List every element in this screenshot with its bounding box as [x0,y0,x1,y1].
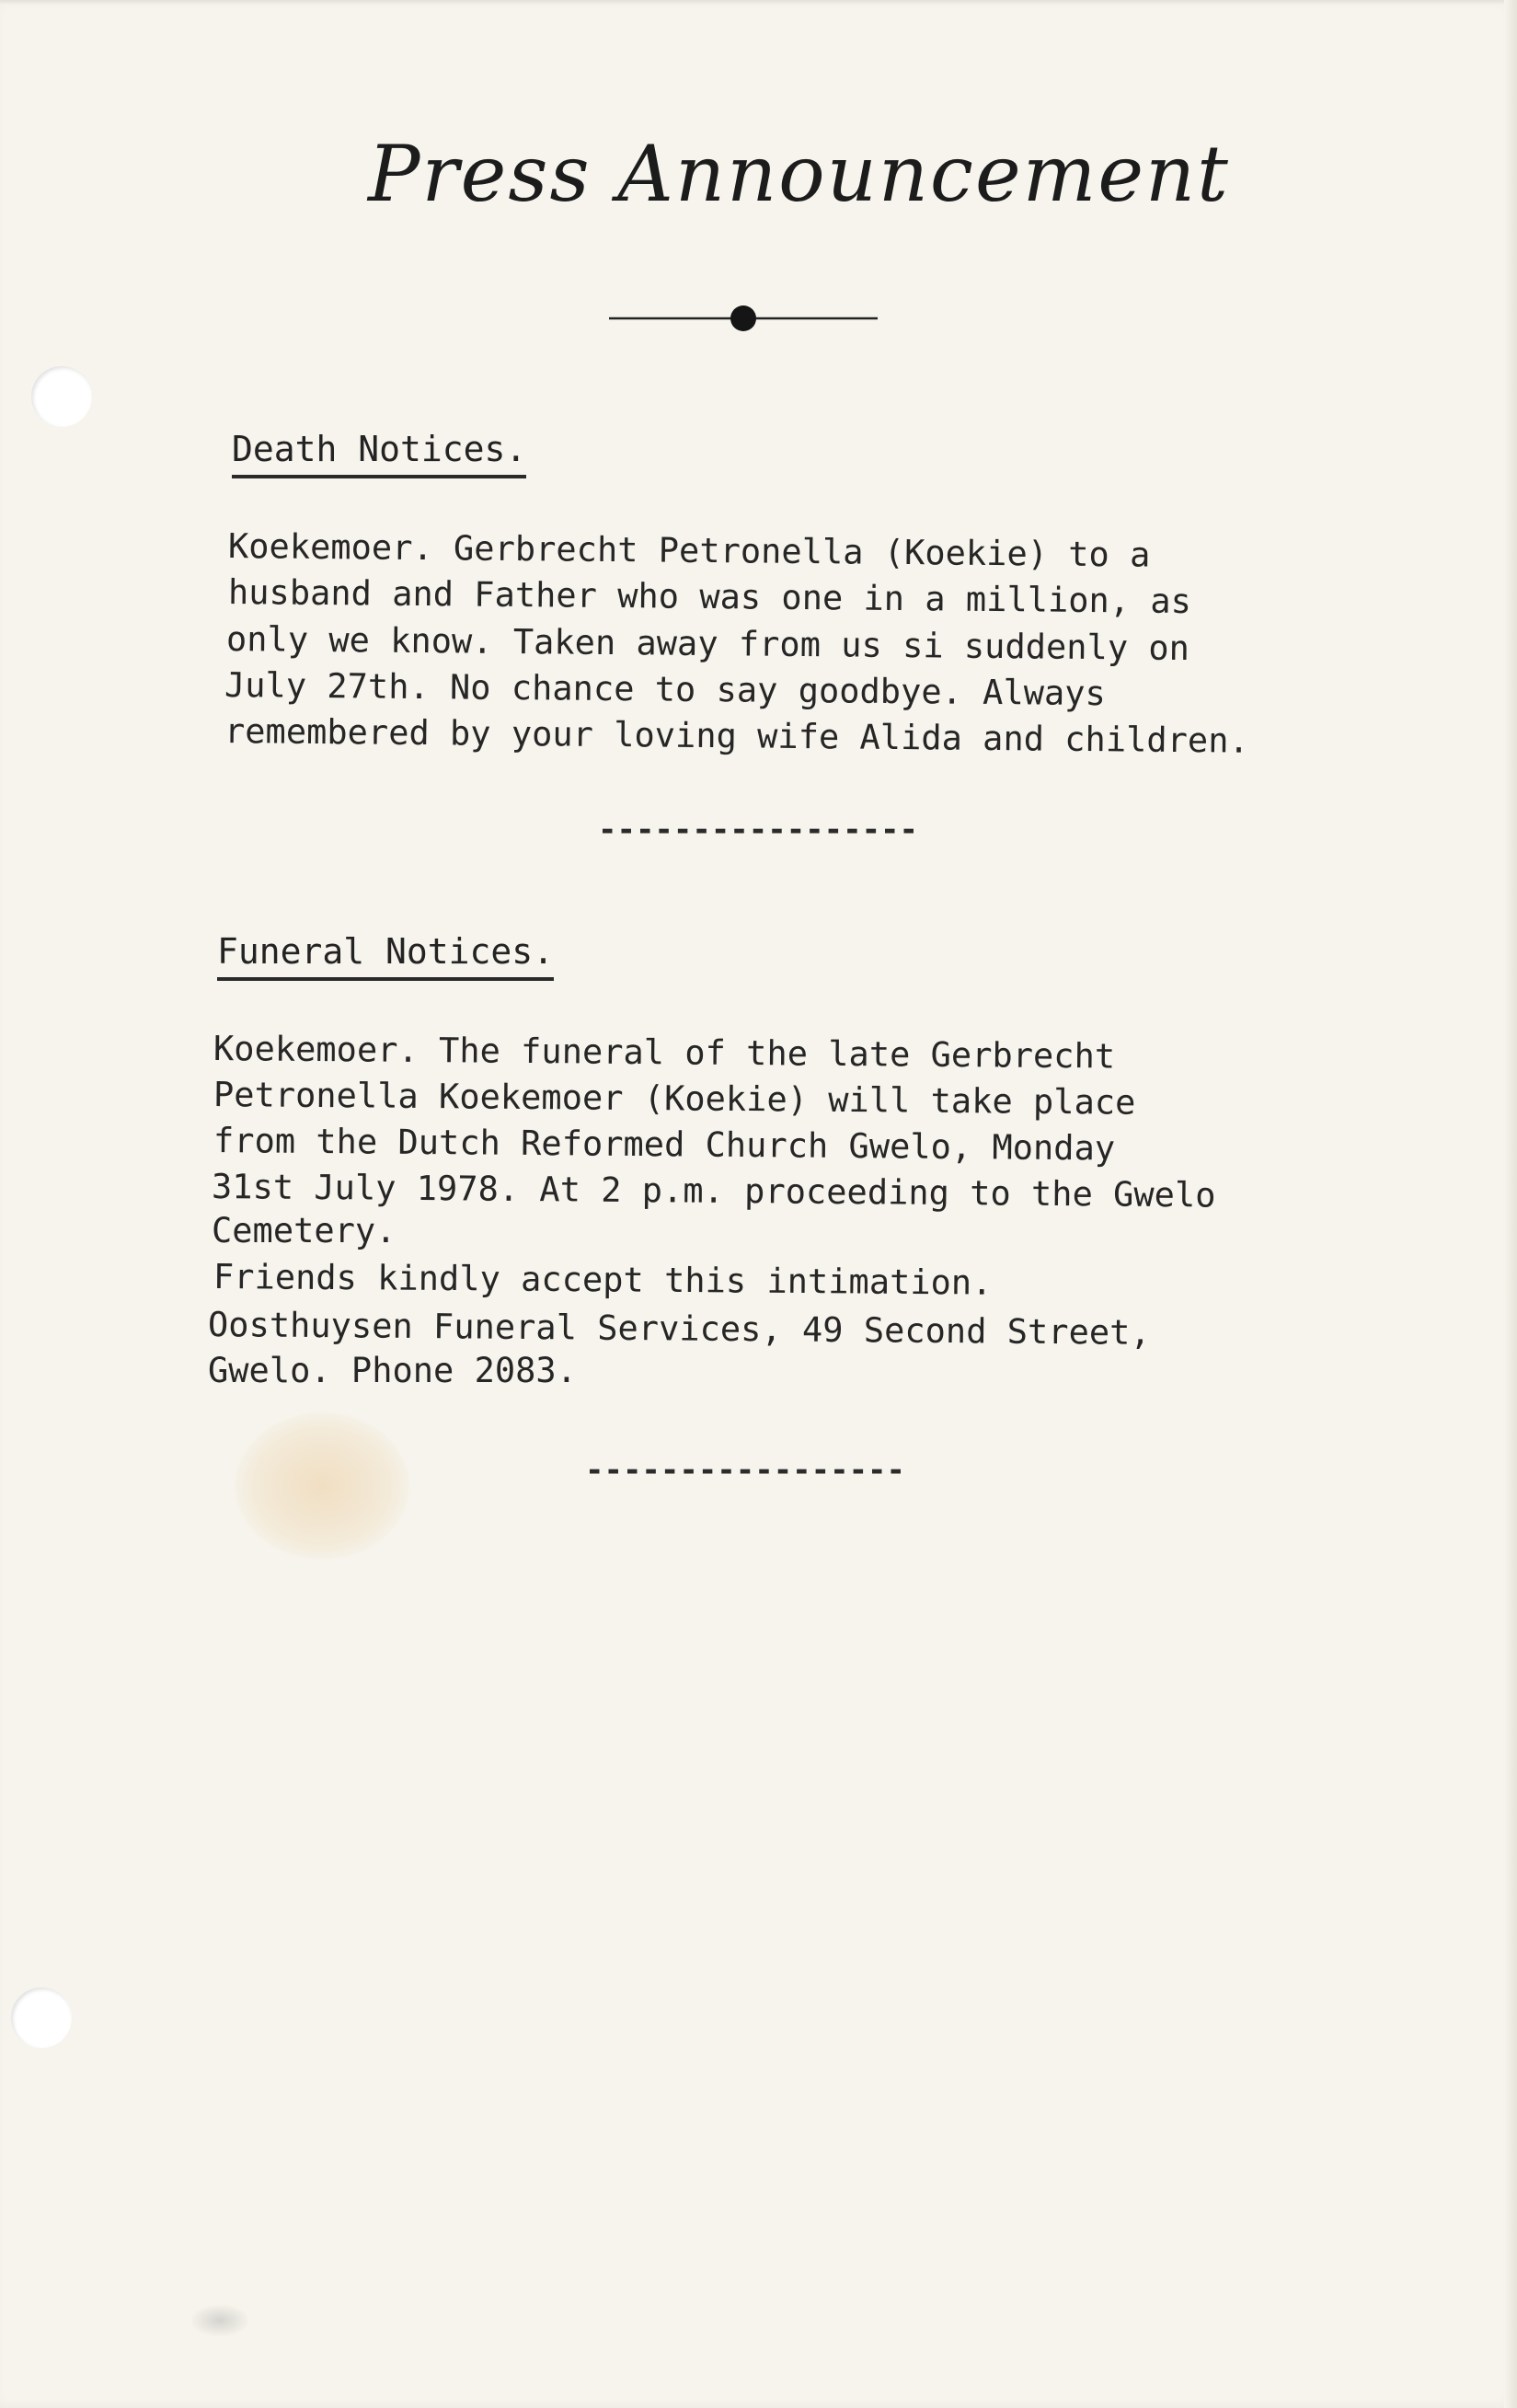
death-notice-line: husband and Father who was one in a million, as [227,572,1192,622]
death-notice-line: Koekemoer. Gerbrecht Petronella (Koekie) to a [227,526,1151,575]
funeral-notice-line: Petronella Koekemoer (Koekie) will take place [213,1075,1136,1123]
funeral-notice-line: Oosthuysen Funeral Services, 49 Second Street, [207,1305,1151,1353]
punch-hole-bottom [11,1987,72,2048]
funeral-notice-line: Friends kindly accept this intimation. [213,1257,993,1303]
page-top-edge [0,0,1517,6]
death-notices-heading: Death Notices. [232,429,526,478]
funeral-notice-line: Gwelo. Phone 2083. [208,1351,577,1390]
funeral-notice-line: Cemetery. [212,1211,396,1250]
paper-stain [235,1412,409,1560]
funeral-notices-heading: Funeral Notices. [217,931,554,981]
title-ornament [609,296,878,333]
paper-smudge [191,2305,248,2336]
page-title: Press Announcement [368,129,1230,219]
death-notice-line: July 27th. No chance to say goodbye. Always [224,665,1107,714]
death-notice-line: only we know. Taken away from us si suddenly on [225,619,1190,669]
page-right-edge [1504,0,1517,2408]
funeral-notice-line: 31st July 1978. At 2 p.m. proceeding to the Gwelo [211,1167,1216,1216]
death-notice-line: remembered by your loving wife Alida and children. [224,711,1249,761]
death-notices-divider: ----------------- [598,812,918,848]
punch-hole-top [31,366,92,427]
funeral-notices-divider: ----------------- [585,1452,905,1489]
funeral-notice-line: from the Dutch Reformed Church Gwelo, Monday [213,1121,1116,1169]
funeral-notice-line: Koekemoer. The funeral of the late Gerbrecht [213,1029,1116,1077]
